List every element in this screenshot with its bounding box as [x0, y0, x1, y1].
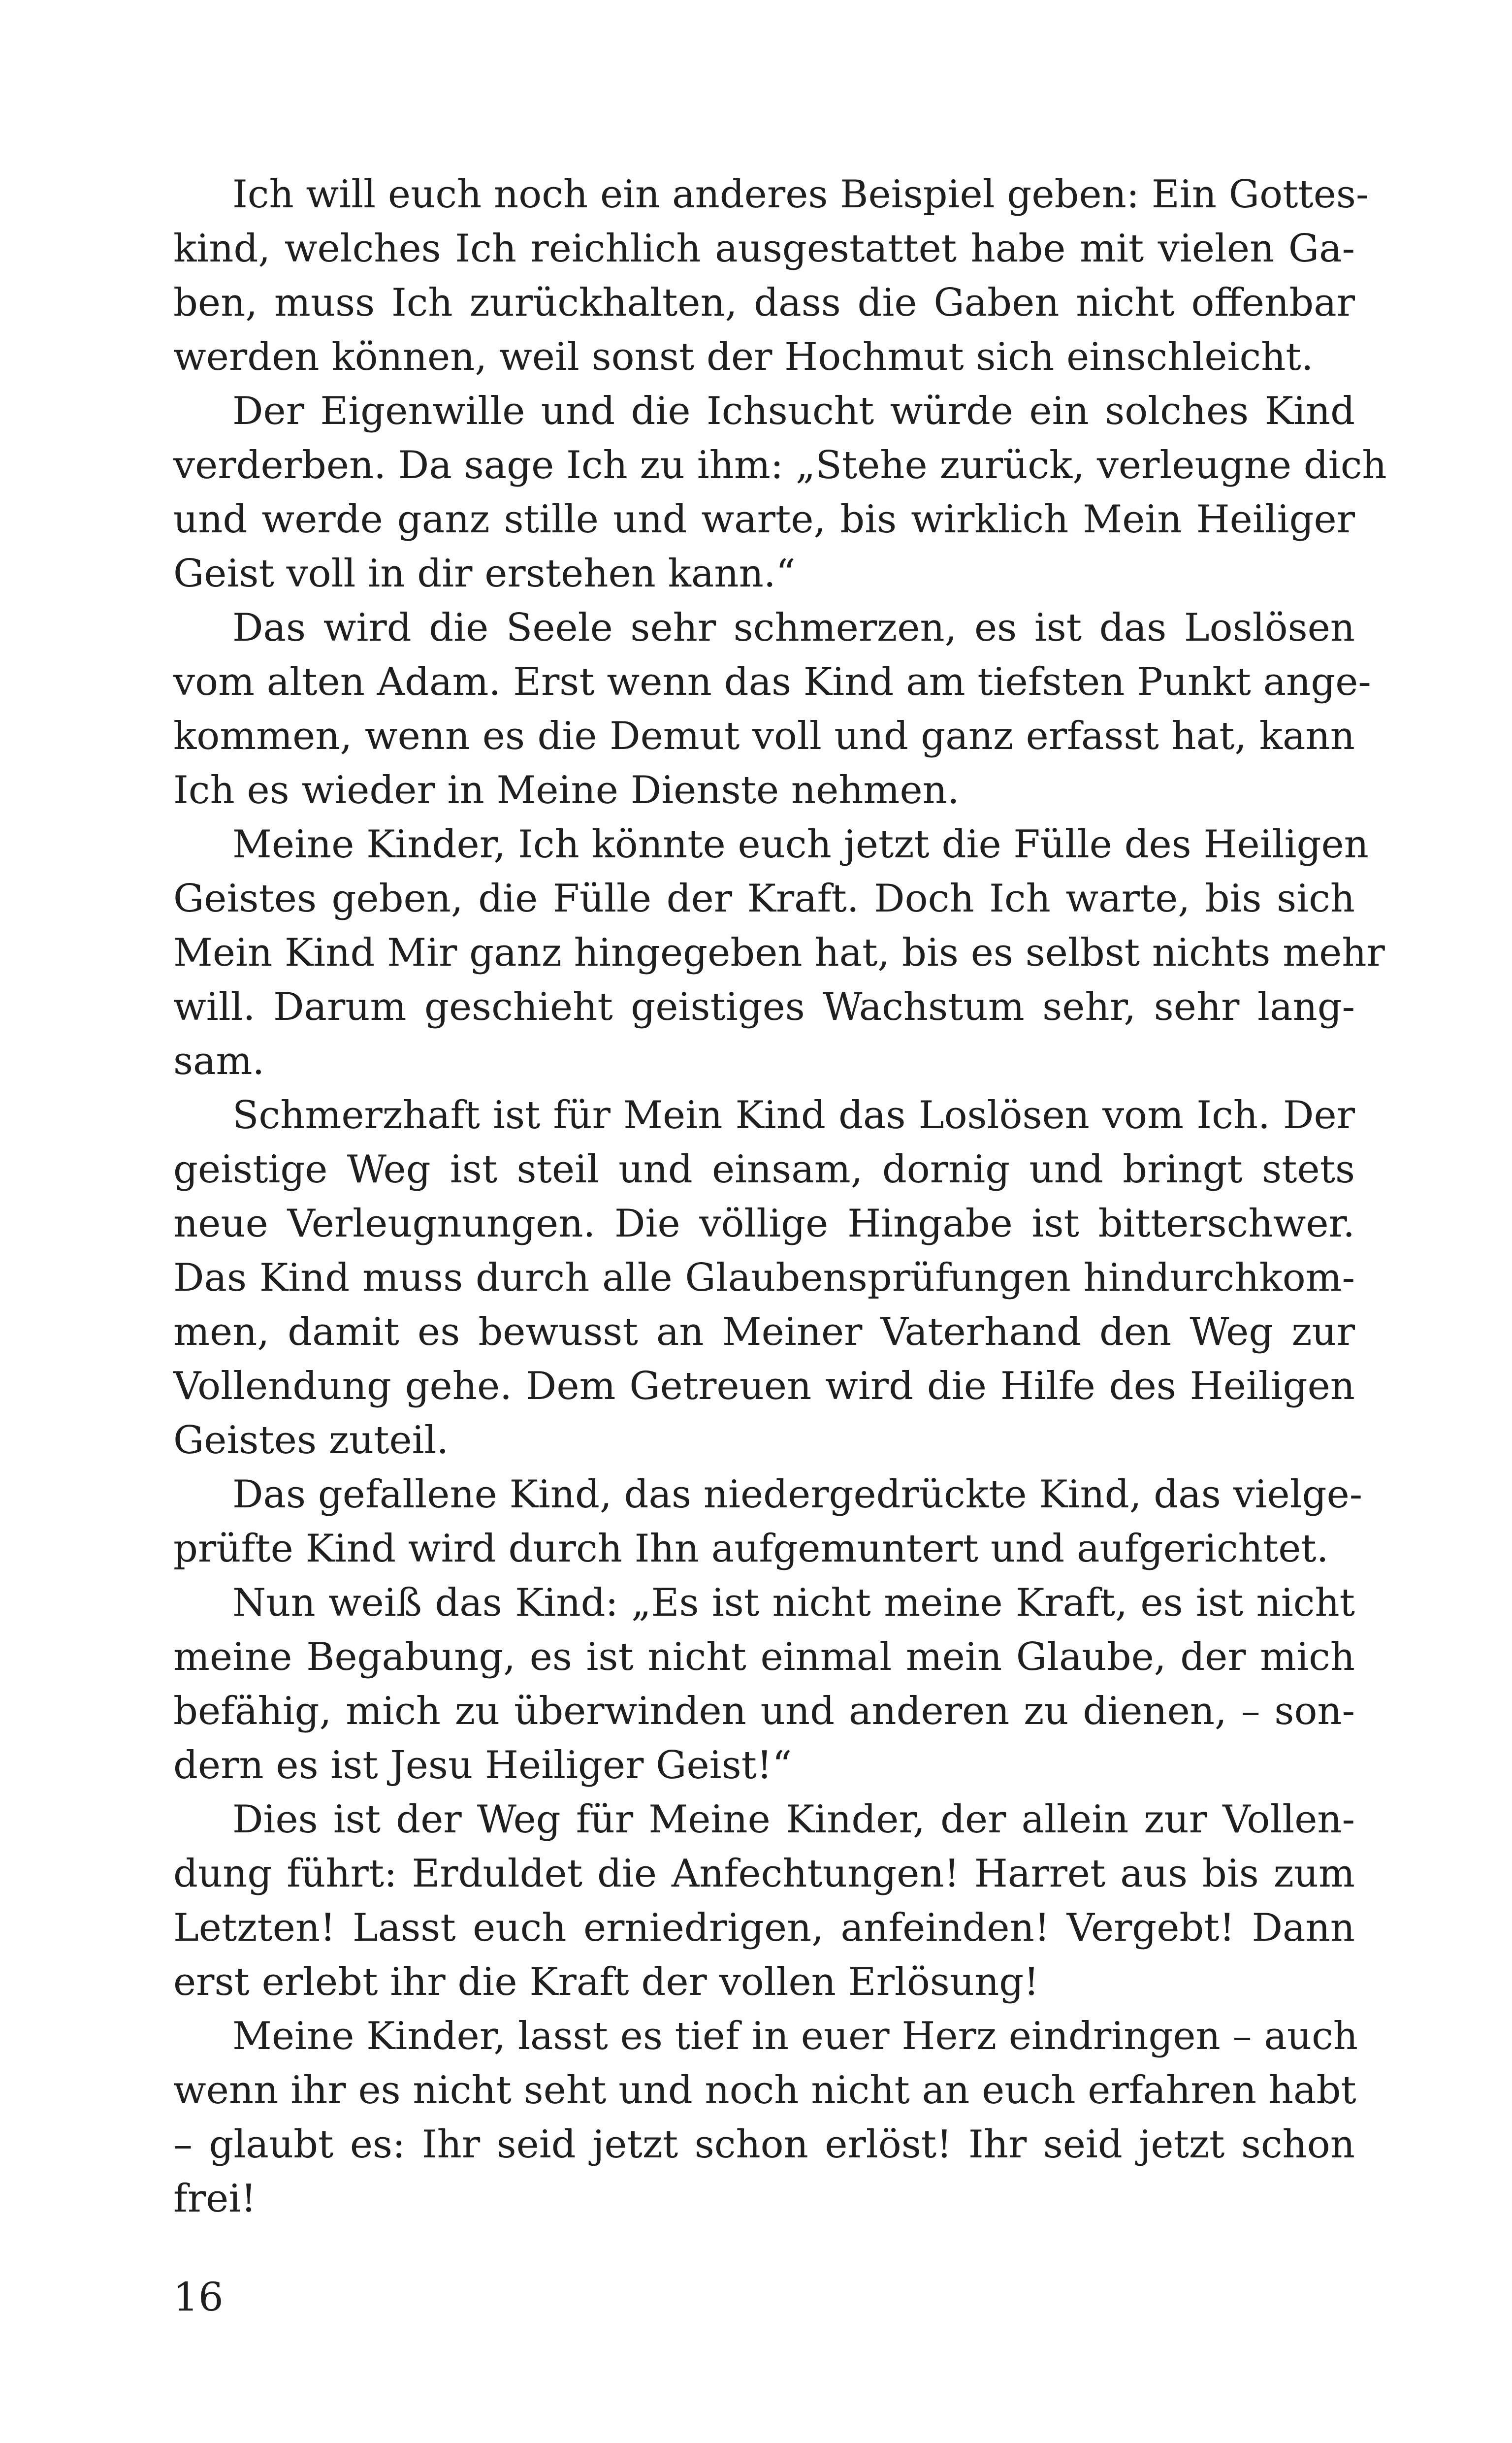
text-line: meine Begabung, es ist nicht einmal mein Glaube, der mich	[173, 1635, 1355, 1679]
text-line: verderben. Da sage Ich zu ihm: „Stehe zurück, verleugne dich	[173, 443, 1387, 488]
text-line: sam.	[173, 1039, 265, 1083]
paragraph	[173, 1088, 1355, 1467]
text-line: prüfte Kind wird durch Ihn aufgemuntert und aufgerichtet.	[173, 1527, 1329, 1571]
text-line: befähig, mich zu überwinden und anderen zu dienen, – son-	[173, 1689, 1355, 1733]
text-line: Geistes zuteil.	[173, 1418, 449, 1463]
text-line: geistige Weg ist steil und einsam, dornig und bringt stets	[173, 1147, 1355, 1192]
text-line: Schmerzhaft ist für Mein Kind das Loslösen vom Ich. Der	[232, 1093, 1355, 1138]
text-line: erst erlebt ihr die Kraft der vollen Erlösung!	[173, 1960, 1039, 2004]
text-line: Nun weiß das Kind: „Es ist nicht meine Kraft, es ist nicht	[232, 1581, 1355, 1625]
text-line: werden können, weil sonst der Hochmut sich einschleicht.	[173, 335, 1314, 379]
text-line: Letzten! Lasst euch erniedrigen, anfeinden! Vergebt! Dann	[173, 1906, 1355, 1950]
text-line: Ich es wieder in Meine Dienste nehmen.	[173, 768, 960, 813]
text-line: men, damit es bewusst an Meiner Vaterhand den Weg zur	[173, 1310, 1355, 1354]
text-line: kommen, wenn es die Demut voll und ganz erfasst hat, kann	[173, 714, 1355, 758]
paragraph	[173, 1792, 1355, 2009]
text-line: dern es ist Jesu Heiliger Geist!“	[173, 1743, 792, 1788]
text-line: frei!	[173, 2177, 257, 2221]
text-line: neue Verleugnungen. Die völlige Hingabe ist bitterschwer.	[173, 1202, 1355, 1246]
paragraph	[173, 384, 1387, 601]
text-line: Geist voll in dir erstehen kann.“	[173, 552, 796, 596]
text-line: Das wird die Seele sehr schmerzen, es ist das Loslösen	[232, 606, 1355, 650]
text-line: Ich will euch noch ein anderes Beispiel geben: Ein Gottes-	[232, 172, 1369, 217]
text-line: Meine Kinder, lasst es tief in euer Herz eindringen – auch	[232, 2014, 1358, 2058]
text-line: Der Eigenwille und die Ichsucht würde ein solches Kind	[232, 389, 1355, 433]
paragraph	[173, 601, 1371, 817]
text-line: vom alten Adam. Erst wenn das Kind am tiefsten Punkt ange-	[173, 660, 1371, 704]
paragraph	[173, 167, 1369, 384]
text-line: – glaubt es: Ihr seid jetzt schon erlöst! Ihr seid jetzt schon	[173, 2122, 1355, 2167]
text-line: Meine Kinder, Ich könnte euch jetzt die Fülle des Heiligen	[232, 822, 1369, 867]
body-text	[173, 167, 1387, 2226]
paragraph	[173, 1576, 1355, 1792]
text-line: Mein Kind Mir ganz hingegeben hat, bis es selbst nichts mehr	[173, 931, 1385, 975]
text-line: Das gefallene Kind, das niedergedrückte Kind, das vielge-	[232, 1472, 1363, 1517]
text-line: will. Darum geschieht geistiges Wachstum sehr, sehr lang-	[173, 985, 1355, 1029]
paragraph	[173, 817, 1385, 1088]
text-line: Vollendung gehe. Dem Getreuen wird die Hilfe des Heiligen	[173, 1364, 1355, 1408]
text-line: und werde ganz stille und warte, bis wirklich Mein Heiliger	[173, 497, 1355, 542]
paragraph	[173, 2009, 1358, 2226]
paragraph	[173, 1467, 1363, 1576]
text-line: ben, muss Ich zurückhalten, dass die Gaben nicht offenbar	[173, 281, 1355, 325]
text-line: Geistes geben, die Fülle der Kraft. Doch Ich warte, bis sich	[173, 877, 1355, 921]
text-line: Dies ist der Weg für Meine Kinder, der allein zur Vollen-	[232, 1797, 1355, 1842]
text-line: kind, welches Ich reichlich ausgestattet habe mit vielen Ga-	[173, 227, 1355, 271]
page-number: 16	[173, 2274, 224, 2320]
text-line: wenn ihr es nicht seht und noch nicht an euch erfahren habt	[173, 2068, 1356, 2113]
text-line: Das Kind muss durch alle Glaubensprüfungen hindurchkom-	[173, 1256, 1355, 1300]
text-line: dung führt: Erduldet die Anfechtungen! Harret aus bis zum	[173, 1852, 1355, 1896]
